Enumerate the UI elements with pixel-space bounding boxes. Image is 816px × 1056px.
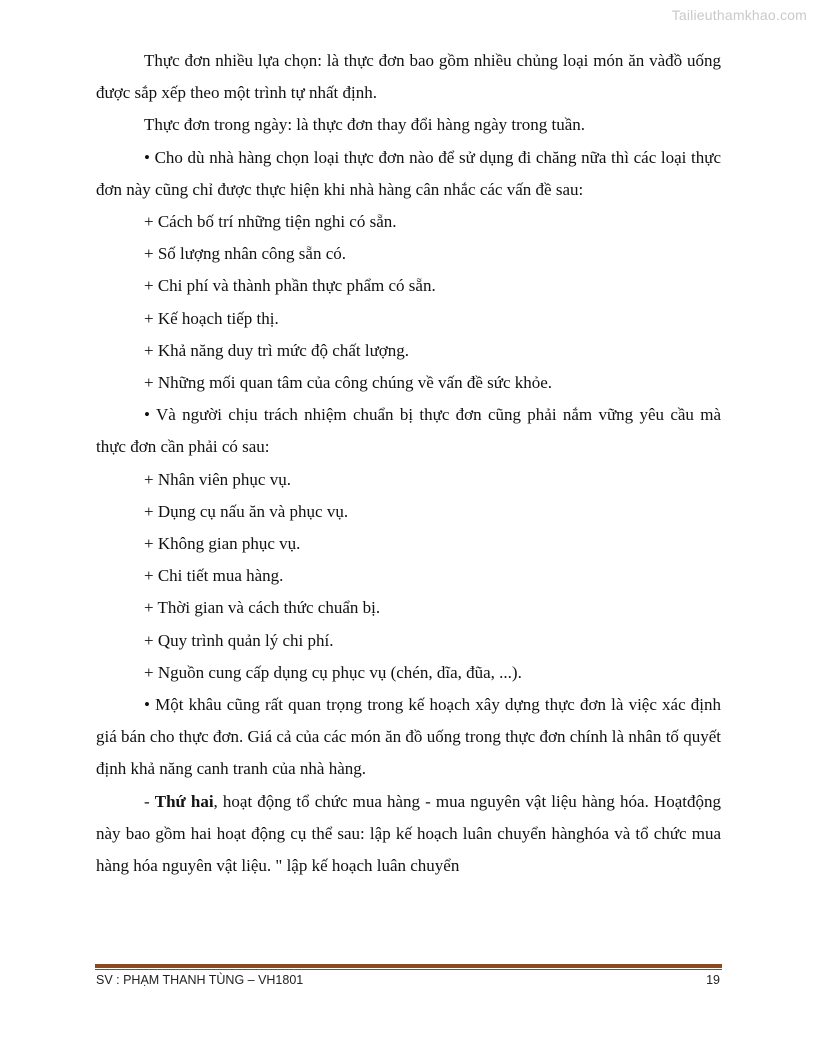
paragraph-daily-menu: Thực đơn trong ngày: là thực đơn thay đổi hàng ngày trong tuần.: [144, 115, 586, 135]
document-body: [96, 45, 721, 882]
list-item: + Cách bố trí những tiện nghi có sẵn.: [144, 212, 397, 232]
paragraph-menu-requirements: • Và người chịu trách nhiệm chuẩn bị thực đơn cũng phải nắm vững yêu cầu mà thực đơn cần phải có sau:: [96, 405, 721, 457]
footer-student-name: SV : PHẠM THANH TÙNG – VH1801: [96, 973, 304, 987]
footer-page-number: 19: [706, 973, 720, 987]
paragraph-menu-considerations: • Cho dù nhà hàng chọn loại thực đơn nào để sử dụng đi chăng nữa thì các loại thực đơn này cũng chỉ được thực hiện khi nhà hàng cân nhắc các vấn đề sau:: [96, 147, 721, 199]
list-item: + Kế hoạch tiếp thị.: [144, 308, 279, 328]
footer-divider-thin: [95, 969, 722, 970]
purchasing-bold-term: Thứ hai: [154, 791, 214, 811]
list-item: + Không gian phục vụ.: [144, 534, 301, 554]
list-item: + Chi tiết mua hàng.: [144, 566, 284, 586]
footer-divider: [95, 964, 722, 968]
list-item: + Những mối quan tâm của công chúng về vấn đề sức khỏe.: [144, 373, 553, 393]
watermark-text: Tailieuthamkhao.com: [671, 7, 807, 23]
purchasing-text: , hoạt động tổ chức mua hàng - mua nguyên vật liệu hàng hóa. Hoạtđộng này bao gồm hai hoạt động cụ thể sau: lập kế hoạch luân chuyển hànghóa và tổ chức mua hàng hóa nguyên vật liệu. " lập kế hoạch luân chuyển: [96, 791, 721, 876]
paragraph-purchasing: [96, 786, 721, 883]
paragraph-pricing: • Một khâu cũng rất quan trọng trong kế hoạch xây dựng thực đơn là việc xác định giá bán cho thực đơn. Giá cả của các món ăn đồ uống trong thực đơn chính là nhân tố quyết định khả năng canh tranh của nhà hàng.: [96, 695, 721, 779]
paragraph-multi-choice-menu: Thực đơn nhiều lựa chọn: là thực đơn bao gồm nhiều chủng loại món ăn vàđồ uống được sắp xếp theo một trình tự nhất định.: [96, 51, 721, 103]
list-item: + Quy trình quản lý chi phí.: [144, 630, 334, 650]
purchasing-prefix: -: [144, 791, 155, 811]
list-item: + Chi phí và thành phần thực phẩm có sẵn.: [144, 276, 436, 296]
list-item: + Số lượng nhân công sẵn có.: [144, 244, 347, 264]
list-item: + Dụng cụ nấu ăn và phục vụ.: [144, 501, 349, 521]
list-item: + Nhân viên phục vụ.: [144, 469, 291, 489]
list-item: + Thời gian và cách thức chuẩn bị.: [144, 598, 381, 618]
list-item: + Khả năng duy trì mức độ chất lượng.: [144, 340, 410, 360]
list-item: + Nguồn cung cấp dụng cụ phục vụ (chén, dĩa, đũa, ...).: [144, 662, 522, 682]
